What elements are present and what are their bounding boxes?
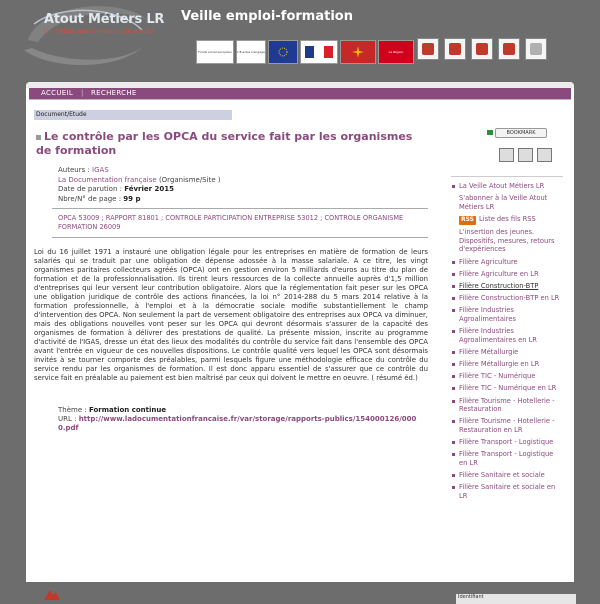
sidebar-item-tic[interactable]: Filière TIC - Numérique <box>451 372 563 381</box>
sidebar-item-tourisme[interactable]: Filière Tourisme - Hotellerie - Restauration <box>451 397 563 414</box>
publisher-row <box>58 176 221 186</box>
rss-label: Liste des fils RSS <box>479 214 536 223</box>
article-abstract: Loi du 16 juillet 1971 a instauré une obligation légale pour les entreprises en matière de formation de leurs salariés qui se traduit par une obligation de dépense adossée à la masse salariale. A ce titre, les vingt organismes paritaires collecteurs agréés (OPCA) ont en gestion environ 5 milliards d'euros au titre du plan de formation et de la professionnalisation. Ils tirent leurs ressources de la collecte annuelle auprès d'1,5 million d'entreprises qui leur versent leur contribution obligatoire. Alors que la réglementation fait peser sur les OPCA une obligation juridique de contrôle des actions financées, la loi n° 2014-288 du 5 mars 2014 relative à la formation professionnelle, à l'emploi et à la démocratie sociale modifie substantiellement le champ d'intervention des OPCA. Non seulement la part de versement obligatoire des entreprises aux OPCA va diminuer, mais des obligations nouvelles vont peser sur les OPCA qui devront désormais s'assurer de la capacité des organismes de formation à délivrer des prestations de qualité. La présente mission, inscrite au programme d'activité de l'IGAS, dresse un état des lieux des modalités du contrôle du service fait dans l'ensemble des OPCA avant l'entrée en vigueur de ces nouvelles dispositions. Le contrôle qualité vers lequel les OPCA sont désormais invités à se tourner comporte des préalables, parmi lesquels figure une méthodologie efficace du contrôle du service rendu par les organismes de formation. Il est donc apparu essentiel de s'assurer que ce contrôle du service fait en préalable au paiement est bien maîtrisé par ceux qui doivent le mettre en oeuvre. ( résumé éd.) <box>34 248 428 382</box>
sidebar-item-subscribe[interactable]: S'abonner à la Veille Atout Métiers LR <box>459 194 548 211</box>
theme-value: Formation continue <box>88 406 167 414</box>
publisher-type: (Organisme/Site ) <box>156 175 221 184</box>
sidebar-item-agriculture[interactable]: Filière Agriculture <box>451 258 563 267</box>
eu-flag-icon <box>273 45 293 59</box>
nav-separator: | <box>81 89 84 97</box>
nav-divider <box>29 99 571 100</box>
sidebar-item-agroalimentaire-lr[interactable]: Filière Industries Agroalimentaires en LR <box>451 327 563 344</box>
nav-accueil[interactable]: ACCUEIL <box>41 89 74 97</box>
article-meta <box>58 166 221 204</box>
print-tool-button[interactable] <box>417 38 439 60</box>
logo-title: Atout Métiers LR <box>44 12 165 27</box>
sidebar-item-agriculture-lr[interactable]: Filière Agriculture en LR <box>451 270 563 279</box>
sidebar-item-metallurgie[interactable]: Filière Métallurgie <box>451 348 563 357</box>
document-url-link[interactable]: http://www.ladocumentationfrancaise.fr/var/storage/rapports-publics/154000126/0000.pdf <box>58 415 417 432</box>
pages-value: 99 p <box>123 194 141 203</box>
sidebar-item-sanitaire[interactable]: Filière Sanitaire et sociale <box>451 471 563 480</box>
date-value: Février 2015 <box>124 185 174 193</box>
export-tool-button[interactable] <box>498 38 520 60</box>
sidebar-item-veille[interactable]: La Veille Atout Métiers LR <box>451 182 563 191</box>
publisher-link[interactable]: La Documentation française <box>58 175 157 184</box>
tools-button[interactable] <box>525 38 547 60</box>
sidebar-item-transport[interactable]: Filière Transport - Logistique <box>451 438 563 447</box>
url-label: URL : <box>58 415 79 423</box>
sidebar-item-construction[interactable]: Filière Construction-BTP <box>451 282 563 291</box>
pdf-tool-button[interactable] <box>444 38 466 60</box>
page-title <box>36 130 426 158</box>
partner-logo-region[interactable]: La Région <box>378 40 414 64</box>
sidebar-divider <box>451 176 563 177</box>
tools-icon <box>530 43 542 55</box>
authors-link[interactable]: IGAS <box>92 166 109 174</box>
sidebar-item-rss[interactable] <box>451 215 563 225</box>
pages-label: Nbre/N° de page : <box>58 194 124 203</box>
sidebar-item-insertion[interactable]: L'insertion des jeunes. Dispositifs, mesures, retours d'expériences <box>459 228 555 254</box>
partner-logo-fse[interactable]: Fonds social européen <box>196 40 234 64</box>
partner-logo-languedoc[interactable] <box>340 40 376 64</box>
pages-row <box>58 195 221 205</box>
sidebar-item-agroalimentaire[interactable]: Filière Industries Agroalimentaires <box>451 306 563 323</box>
partner-logos <box>196 40 414 62</box>
site-title: Veille emploi-formation <box>181 9 353 24</box>
authors-row <box>58 166 221 176</box>
email-icon[interactable] <box>499 148 514 162</box>
settings-tool-button[interactable] <box>471 38 493 60</box>
print-icon[interactable] <box>518 148 533 162</box>
article-title: Le contrôle par les OPCA du service fait par les organismes de formation <box>36 130 413 157</box>
sidebar-item-construction-lr[interactable]: Filière Construction-BTP en LR <box>451 294 563 303</box>
print-icon <box>422 43 434 55</box>
tricolor-flag-icon <box>305 46 333 58</box>
tools-icon[interactable] <box>537 148 552 162</box>
bookmark-button[interactable]: BOOKMARK <box>495 128 547 138</box>
rss-icon: RSS <box>461 215 474 223</box>
date-label: Date de parution : <box>58 185 125 193</box>
breadcrumb: Document/Etude <box>34 110 232 120</box>
theme-label: Thème : <box>58 406 89 414</box>
authors-label: Auteurs : <box>58 166 93 174</box>
theme-block <box>58 406 418 433</box>
footer-logo-icon <box>42 588 62 600</box>
partner-logo-republique[interactable] <box>300 40 338 64</box>
tags-divider <box>52 237 428 238</box>
sidebar-item-tourisme-lr[interactable]: Filière Tourisme - Hotellerie - Restauration en LR <box>451 417 563 434</box>
main-navbar <box>29 88 571 99</box>
partner-logo-europe[interactable]: L'Europe s'engage <box>236 40 266 64</box>
nav-recherche[interactable]: RECHERCHE <box>91 89 137 97</box>
toolbar <box>417 38 547 60</box>
footer-login-box[interactable]: Identifiant <box>456 594 576 604</box>
sidebar-links <box>451 182 563 504</box>
header <box>0 0 600 92</box>
logo-tagline: Un métier, une formation, un emploi <box>44 28 154 35</box>
date-row <box>58 185 221 195</box>
partner-logo-eu-flag[interactable] <box>268 40 298 64</box>
theme-row <box>58 406 418 415</box>
sidebar-item-metallurgie-lr[interactable]: Filière Métallurgie en LR <box>451 360 563 369</box>
pdf-icon <box>449 43 461 55</box>
sidebar-item-tic-lr[interactable]: Filière TIC - Numérique en LR <box>451 384 563 393</box>
url-row <box>58 415 418 433</box>
site-logo[interactable] <box>20 0 165 78</box>
share-icon <box>487 130 493 135</box>
title-bullet-icon <box>36 135 41 140</box>
sidebar-item-sanitaire-lr[interactable]: Filière Sanitaire et sociale en LR <box>451 483 563 500</box>
gear-icon <box>476 43 488 55</box>
meta-divider <box>52 208 428 209</box>
article-tags[interactable]: OPCA 53009 ; RAPPORT 81801 ; CONTROLE PARTICIPATION ENTREPRISE 53012 ; CONTROLE ORGANISME FORMATION 26009 <box>58 214 404 231</box>
sidebar-item-transport-lr[interactable]: Filière Transport - Logistique en LR <box>451 450 563 467</box>
export-icon <box>503 43 515 55</box>
main-page <box>26 82 574 600</box>
occitan-cross-icon <box>351 45 365 59</box>
sidebar-tools <box>499 148 552 162</box>
